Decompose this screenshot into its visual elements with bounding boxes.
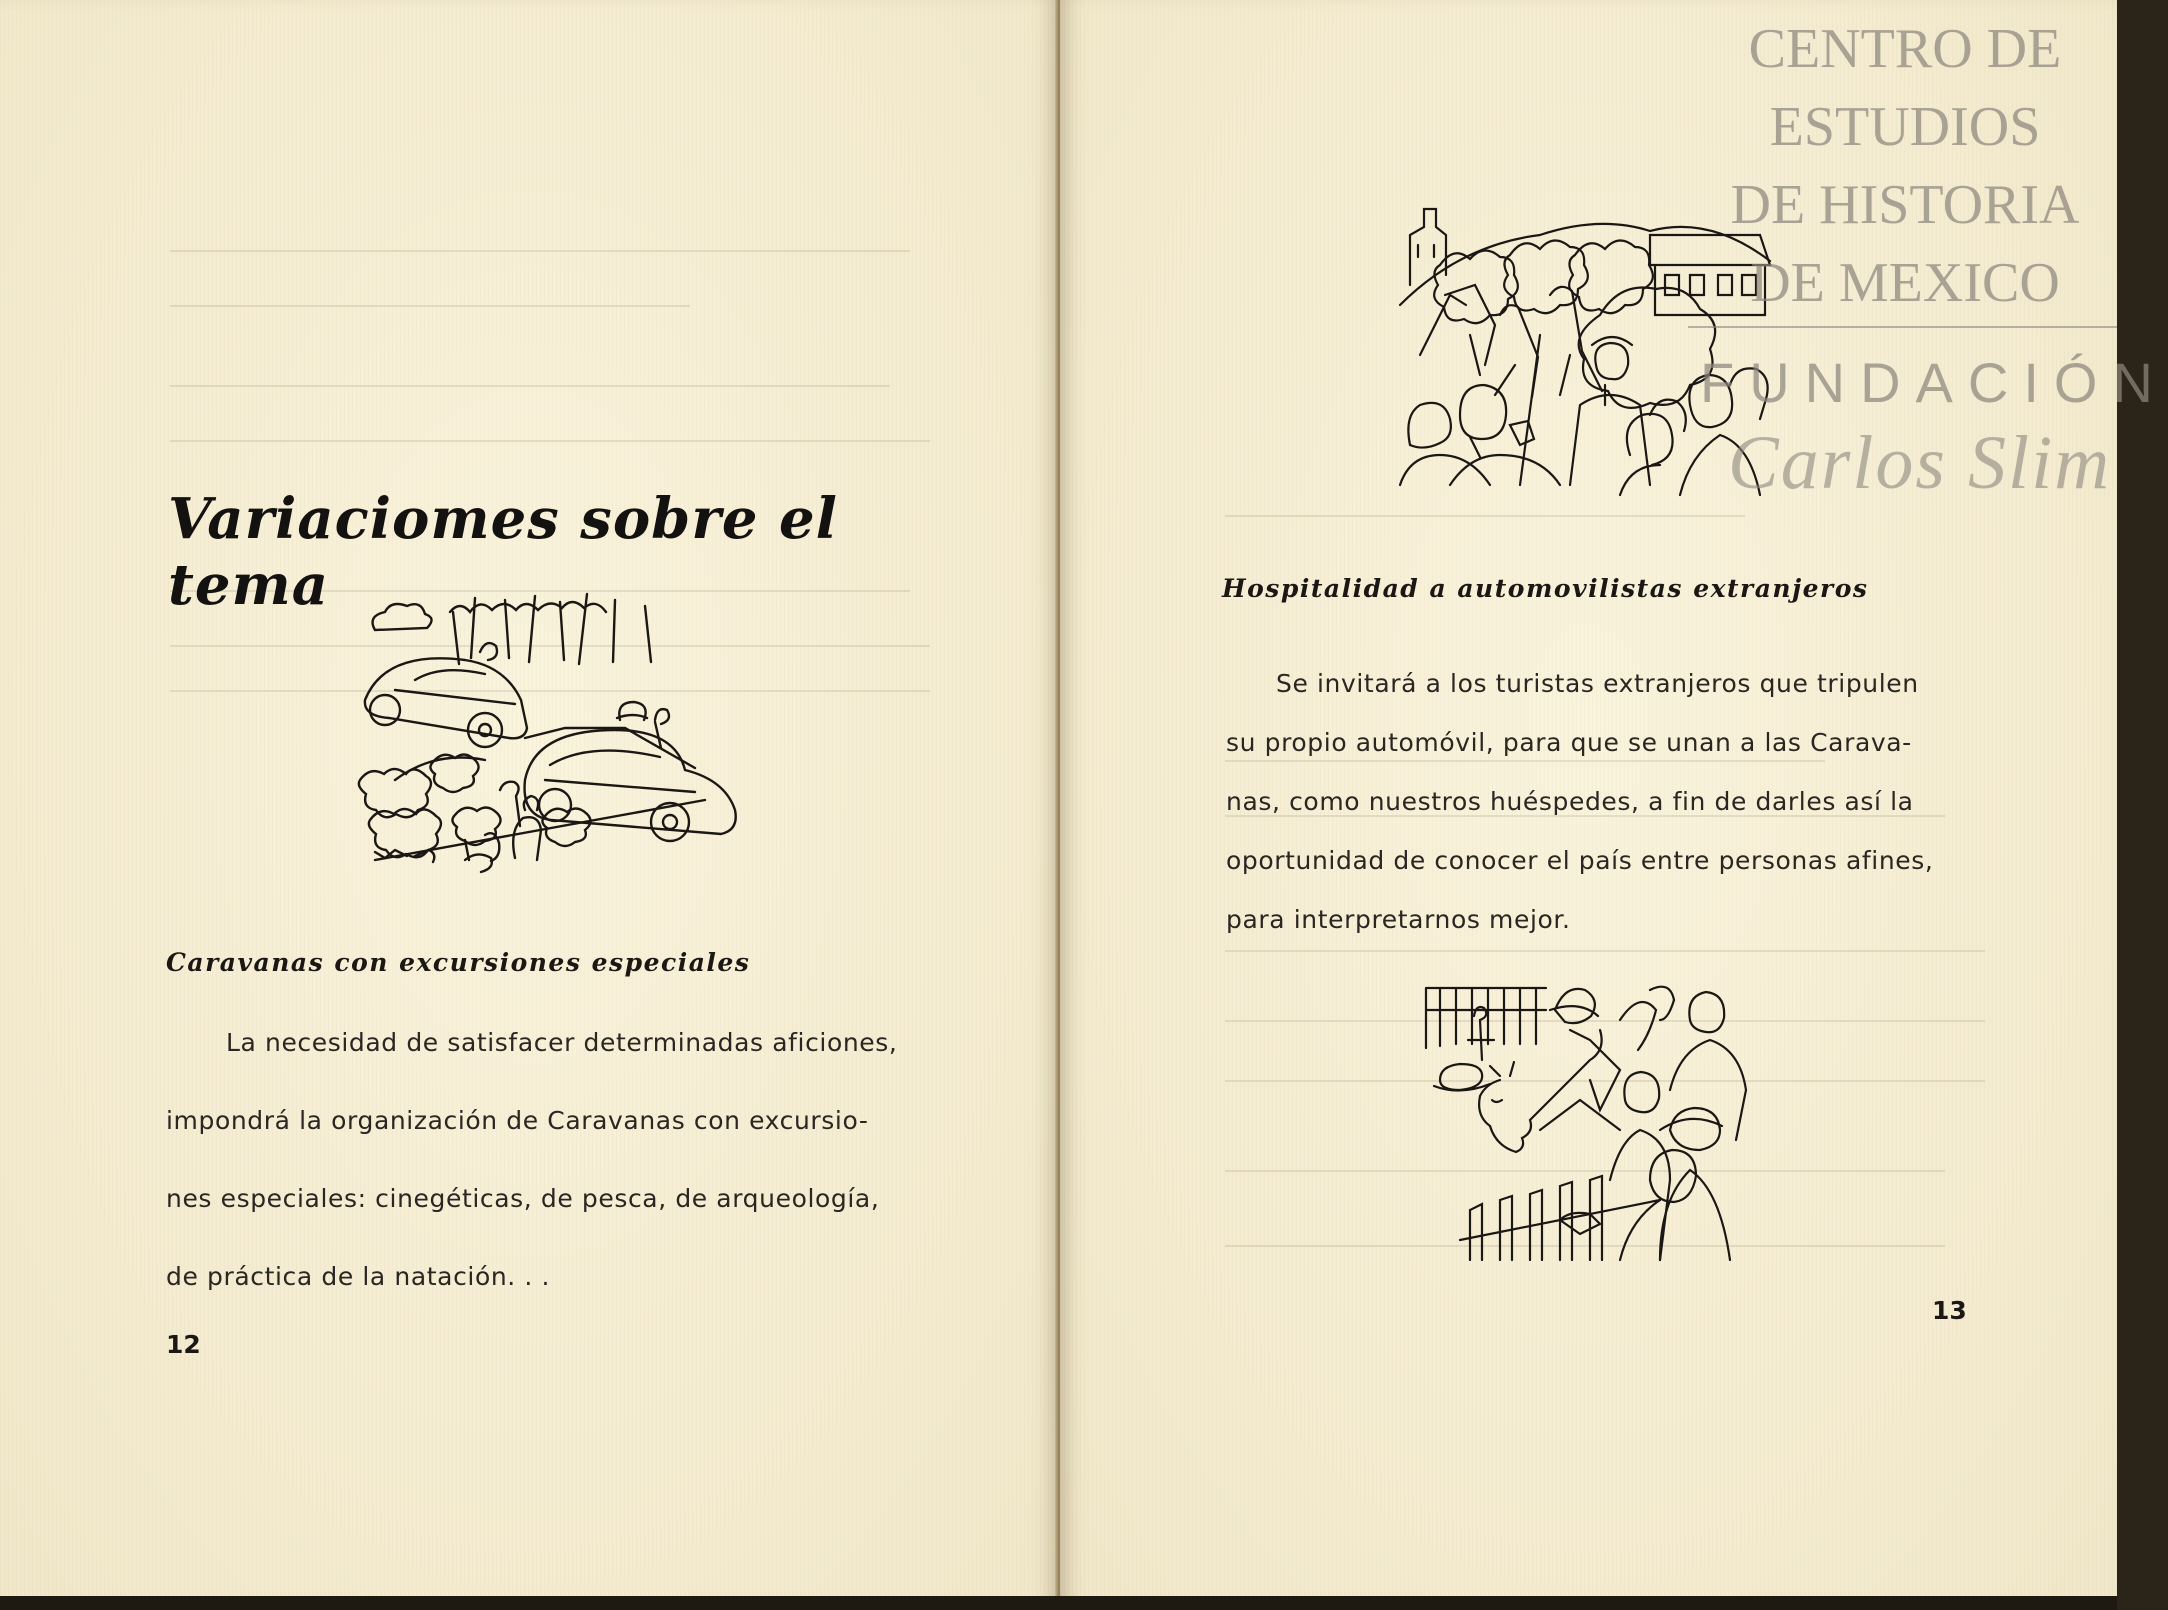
section-heading: Caravanas con excursiones especiales	[166, 948, 751, 977]
bullfight-spectators-illustration	[1420, 980, 1780, 1260]
watermark-signature: Carlos Slim	[1728, 421, 2112, 505]
paragraph-line: Se invitará a los turistas extranjeros que tripulen	[1276, 669, 1919, 698]
paragraph-line: nas, como nuestros huéspedes, a fin de darles así la	[1226, 787, 1914, 816]
left-page	[0, 0, 1058, 1610]
page-number: 12	[166, 1330, 201, 1359]
watermark-line: ESTUDIOS	[1769, 96, 2041, 158]
body-paragraph	[166, 1018, 897, 1330]
watermark-rule	[1688, 326, 2117, 328]
paragraph-line: oportunidad de conocer el país entre personas afines,	[1226, 846, 1934, 875]
watermark-line: DE HISTORIA	[1730, 174, 2080, 236]
paragraph-line: su propio automóvil, para que se unan a las Carava-	[1226, 728, 1912, 757]
caravan-cars-illustration	[355, 590, 725, 880]
watermark-line: DE MEXICO	[1750, 252, 2060, 314]
paragraph-line: La necesidad de satisfacer determinadas aficiones,	[226, 1028, 898, 1057]
watermark-line: CENTRO DE	[1748, 18, 2062, 80]
page-bottom-edge	[0, 1596, 2117, 1610]
page-title: Variaciomes sobre el tema	[168, 486, 838, 618]
paragraph-line: para interpretarnos mejor.	[1226, 905, 1571, 934]
archive-watermark	[1690, 10, 2120, 322]
paragraph-line: impondrá la organización de Caravanas con excursio-	[166, 1106, 869, 1135]
paragraph-line: nes especiales: cinegéticas, de pesca, de arqueología,	[166, 1184, 880, 1213]
paragraph-line: de práctica de la natación. . .	[166, 1262, 551, 1291]
page-number: 13	[1932, 1296, 1967, 1325]
body-paragraph	[1226, 664, 1933, 959]
section-heading: Hospitalidad a automovilistas extranjeros	[1222, 574, 1869, 603]
watermark-foundation: FUNDACIÓN	[1700, 351, 2168, 414]
